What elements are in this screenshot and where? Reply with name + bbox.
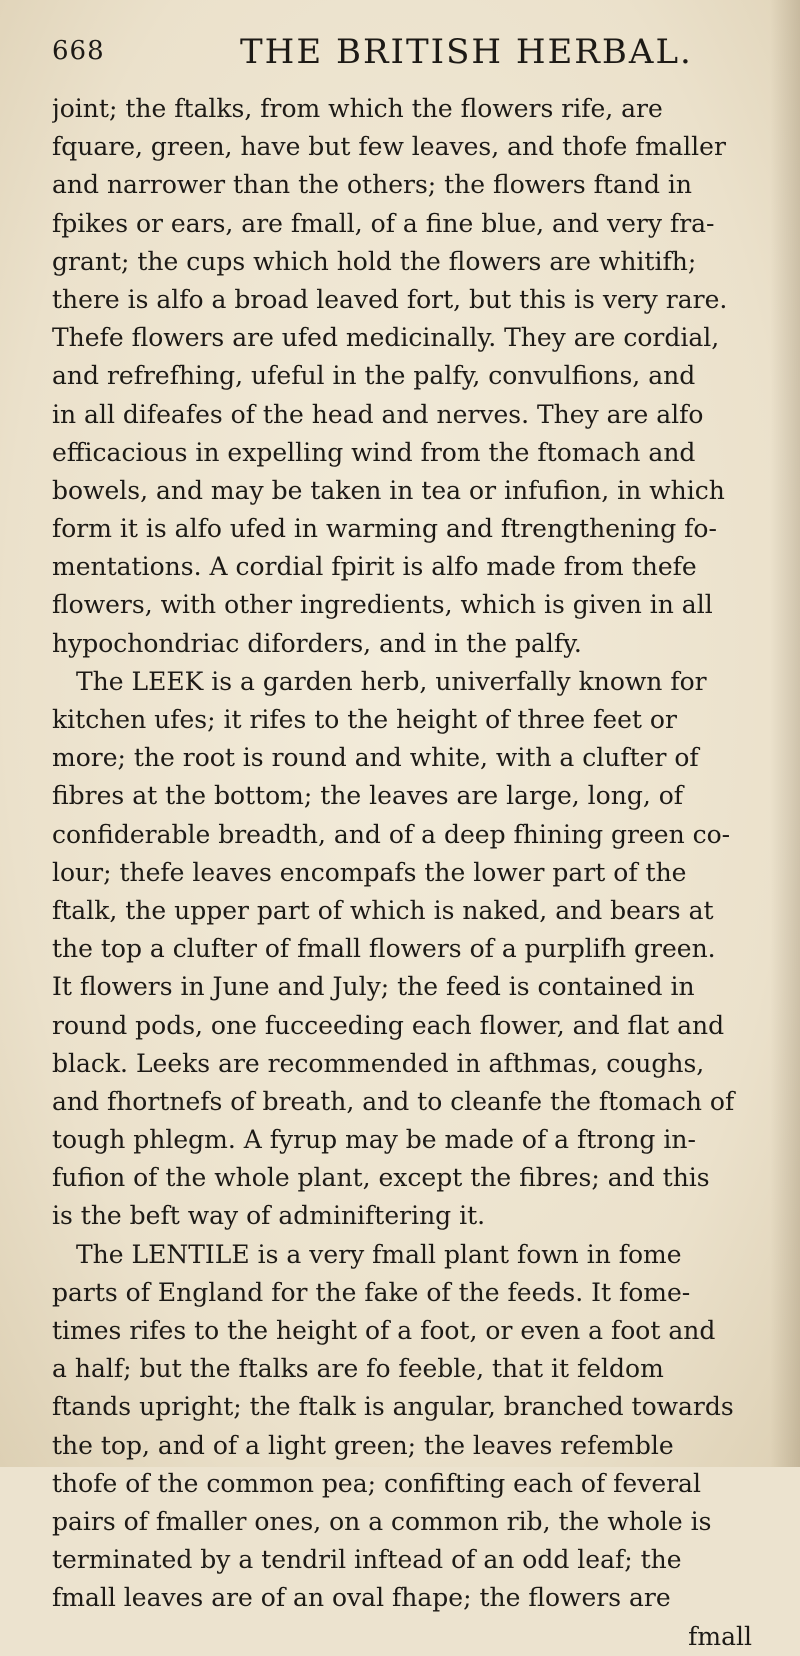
- text-line: ftalk, the upper part of which is naked, and bears at: [52, 895, 714, 925]
- text-line: fquare, green, have but few leaves, and thofe fmaller: [52, 132, 726, 162]
- text-line: parts of England for the fake of the feeds. It fome-: [52, 1277, 691, 1307]
- catchword: fmall: [688, 1621, 752, 1651]
- body-text: [52, 90, 772, 1656]
- text-line: kitchen ufes; it rifes to the height of three feet or: [52, 705, 677, 734]
- text-line: round pods, one fucceeding each flower, and flat and: [52, 1010, 725, 1040]
- text-line: tough phlegm. A fyrup may be made of a ftrong in-: [52, 1125, 696, 1155]
- text-line: fibres at the bottom; the leaves are large, long, of: [52, 781, 684, 811]
- text-line: there is alfo a broad leaved fort, but this is very rare.: [52, 284, 728, 314]
- text-line: form it is alfo ufed in warming and ftrengthening fo-: [52, 514, 717, 544]
- text-line: bowels, and may be taken in tea or infufion, in which: [52, 475, 725, 505]
- text-line: The LEEK is a garden herb, univerfally known for: [76, 666, 707, 696]
- text-line: fpikes or ears, are fmall, of a fine blue, and very fra-: [52, 208, 715, 238]
- text-line: and refrefhing, ufeful in the palfy, convulfions, and: [52, 361, 696, 391]
- text-line: ftands upright; the ftalk is angular, branched towards: [52, 1392, 734, 1422]
- text-line: the top, and of a light green; the leaves refemble: [52, 1430, 674, 1460]
- text-line: efficacious in expelling wind from the ftomach and: [52, 437, 696, 467]
- running-title: THE BRITISH HERBAL.: [240, 32, 693, 72]
- text-line: and narrower than the others; the flowers ftand in: [52, 170, 693, 200]
- text-line: mentations. A cordial fpirit is alfo made from thefe: [52, 552, 697, 582]
- text-line: black. Leeks are recommended in afthmas, coughs,: [52, 1048, 705, 1078]
- text-line: the top a clufter of fmall flowers of a purplifh green.: [52, 934, 716, 964]
- page-number: 668: [52, 36, 105, 66]
- text-line: more; the root is round and white, with a clufter of: [52, 743, 699, 773]
- text-line: and fhortnefs of breath, and to cleanfe the ftomach of: [52, 1086, 735, 1116]
- page-header: [40, 28, 760, 80]
- text-line: a half; but the ftalks are fo feeble, that it feldom: [52, 1354, 664, 1384]
- text-line: thofe of the common pea; confifting each of feveral: [52, 1468, 701, 1498]
- text-line: confiderable breadth, and of a deep fhining green co-: [52, 819, 731, 849]
- text-line: pairs of fmaller ones, on a common rib, the whole is: [52, 1506, 712, 1536]
- text-line: lour; thefe leaves encompafs the lower part of the: [52, 857, 687, 887]
- text-line: grant; the cups which hold the flowers are whitifh;: [52, 246, 697, 276]
- text-line: fmall leaves are of an oval fhape; the flowers are: [52, 1583, 671, 1613]
- text-line: The LENTILE is a very fmall plant fown in fome: [76, 1239, 682, 1269]
- text-line: flowers, with other ingredients, which is given in all: [52, 590, 713, 620]
- text-line: fufion of the whole plant, except the fibres; and this: [52, 1163, 710, 1193]
- text-line: It flowers in June and July; the feed is contained in: [52, 972, 695, 1002]
- text-line: times rifes to the height of a foot, or even a foot and: [52, 1316, 716, 1345]
- text-line: Thefe flowers are ufed medicinally. They are cordial,: [52, 323, 720, 353]
- text-line: joint; the ftalks, from which the flowers rife, are: [52, 94, 663, 123]
- text-line: hypochondriac diforders, and in the palfy.: [52, 628, 582, 658]
- text-line: is the beft way of adminiftering it.: [52, 1201, 486, 1231]
- page-edge-shadow: [770, 0, 800, 1467]
- text-line: in all difeafes of the head and nerves. They are alfo: [52, 399, 704, 429]
- text-line: terminated by a tendril inftead of an odd leaf; the: [52, 1545, 682, 1575]
